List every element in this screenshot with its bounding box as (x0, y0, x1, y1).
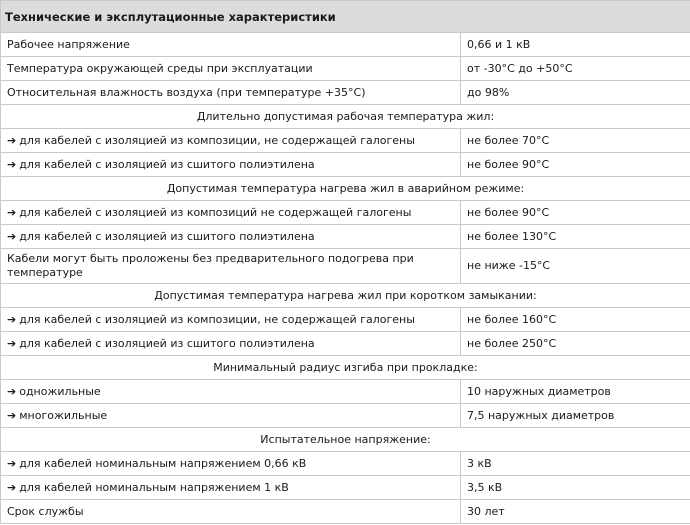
spec-label-text: одножильные (19, 384, 101, 398)
spec-label (1, 380, 461, 404)
spec-label-text: Относительная влажность воздуха (при температуре +35°С) (7, 85, 366, 99)
spec-value: не более 130°С (461, 225, 690, 249)
section-header-row (1, 105, 690, 129)
spec-row (1, 476, 690, 500)
section-header-row (1, 356, 690, 380)
spec-row (1, 452, 690, 476)
spec-value: не ниже -15°С (461, 249, 690, 284)
arrow-right-icon: ➔ (7, 384, 17, 398)
spec-row (1, 81, 690, 105)
spec-label (1, 308, 461, 332)
spec-label-text: Кабели могут быть проложены без предварительного подогрева при температуре (7, 252, 414, 279)
section-header: Испытательное напряжение: (1, 428, 690, 452)
spec-row (1, 153, 690, 177)
spec-value: не более 70°С (461, 129, 690, 153)
specifications-body (1, 1, 690, 524)
spec-row (1, 249, 690, 284)
spec-value: до 98% (461, 81, 690, 105)
spec-label (1, 81, 461, 105)
spec-label (1, 404, 461, 428)
arrow-right-icon: ➔ (7, 408, 17, 422)
section-header: Минимальный радиус изгиба при прокладке: (1, 356, 690, 380)
spec-label-text: для кабелей с изоляцией из композиций не содержащей галогены (19, 205, 412, 219)
spec-value: не более 250°С (461, 332, 690, 356)
spec-value: 30 лет (461, 500, 690, 524)
spec-row (1, 201, 690, 225)
spec-label-text: для кабелей номинальным напряжением 1 кВ (19, 480, 289, 494)
spec-value: 0,66 и 1 кВ (461, 33, 690, 57)
arrow-right-icon: ➔ (7, 229, 17, 243)
arrow-right-icon: ➔ (7, 312, 17, 326)
section-header-row (1, 284, 690, 308)
section-header: Длительно допустимая рабочая температура жил: (1, 105, 690, 129)
spec-row (1, 332, 690, 356)
spec-label-text: Температура окружающей среды при эксплуатации (7, 61, 313, 75)
spec-value: 3 кВ (461, 452, 690, 476)
spec-value: не более 90°С (461, 201, 690, 225)
spec-row (1, 380, 690, 404)
arrow-right-icon: ➔ (7, 480, 17, 494)
spec-label-text: многожильные (19, 408, 108, 422)
arrow-right-icon: ➔ (7, 205, 17, 219)
spec-label (1, 129, 461, 153)
spec-label-text: для кабелей с изоляцией из сшитого полиэтилена (19, 229, 315, 243)
spec-value: не более 90°С (461, 153, 690, 177)
spec-label-text: Рабочее напряжение (7, 37, 130, 51)
spec-value: от -30°С до +50°С (461, 57, 690, 81)
spec-row (1, 308, 690, 332)
spec-label-text: для кабелей с изоляцией из композиции, не содержащей галогены (19, 312, 415, 326)
spec-label (1, 452, 461, 476)
spec-row (1, 129, 690, 153)
spec-row (1, 225, 690, 249)
spec-label-text: для кабелей с изоляцией из композиции, не содержащей галогены (19, 133, 415, 147)
arrow-right-icon: ➔ (7, 456, 17, 470)
section-header-row (1, 428, 690, 452)
arrow-right-icon: ➔ (7, 336, 17, 350)
spec-label (1, 57, 461, 81)
table-title: Технические и эксплутационные характеристики (1, 1, 690, 33)
spec-value: не более 160°С (461, 308, 690, 332)
arrow-right-icon: ➔ (7, 157, 17, 171)
spec-value: 3,5 кВ (461, 476, 690, 500)
spec-label-text: для кабелей с изоляцией из сшитого полиэтилена (19, 336, 315, 350)
spec-label (1, 500, 461, 524)
spec-label (1, 476, 461, 500)
spec-label (1, 249, 461, 284)
spec-label (1, 225, 461, 249)
spec-row (1, 57, 690, 81)
spec-label (1, 153, 461, 177)
section-header-row (1, 177, 690, 201)
spec-row (1, 33, 690, 57)
arrow-right-icon: ➔ (7, 133, 17, 147)
spec-label-text: Срок службы (7, 504, 84, 518)
spec-value: 10 наружных диаметров (461, 380, 690, 404)
spec-label (1, 332, 461, 356)
spec-row (1, 500, 690, 524)
spec-label-text: для кабелей с изоляцией из сшитого полиэтилена (19, 157, 315, 171)
section-header: Допустимая температура нагрева жил в аварийном режиме: (1, 177, 690, 201)
section-header: Допустимая температура нагрева жил при коротком замыкании: (1, 284, 690, 308)
spec-row (1, 404, 690, 428)
spec-label (1, 201, 461, 225)
table-title-row (1, 1, 690, 33)
spec-label (1, 33, 461, 57)
spec-value: 7,5 наружных диаметров (461, 404, 690, 428)
spec-label-text: для кабелей номинальным напряжением 0,66 кВ (19, 456, 307, 470)
